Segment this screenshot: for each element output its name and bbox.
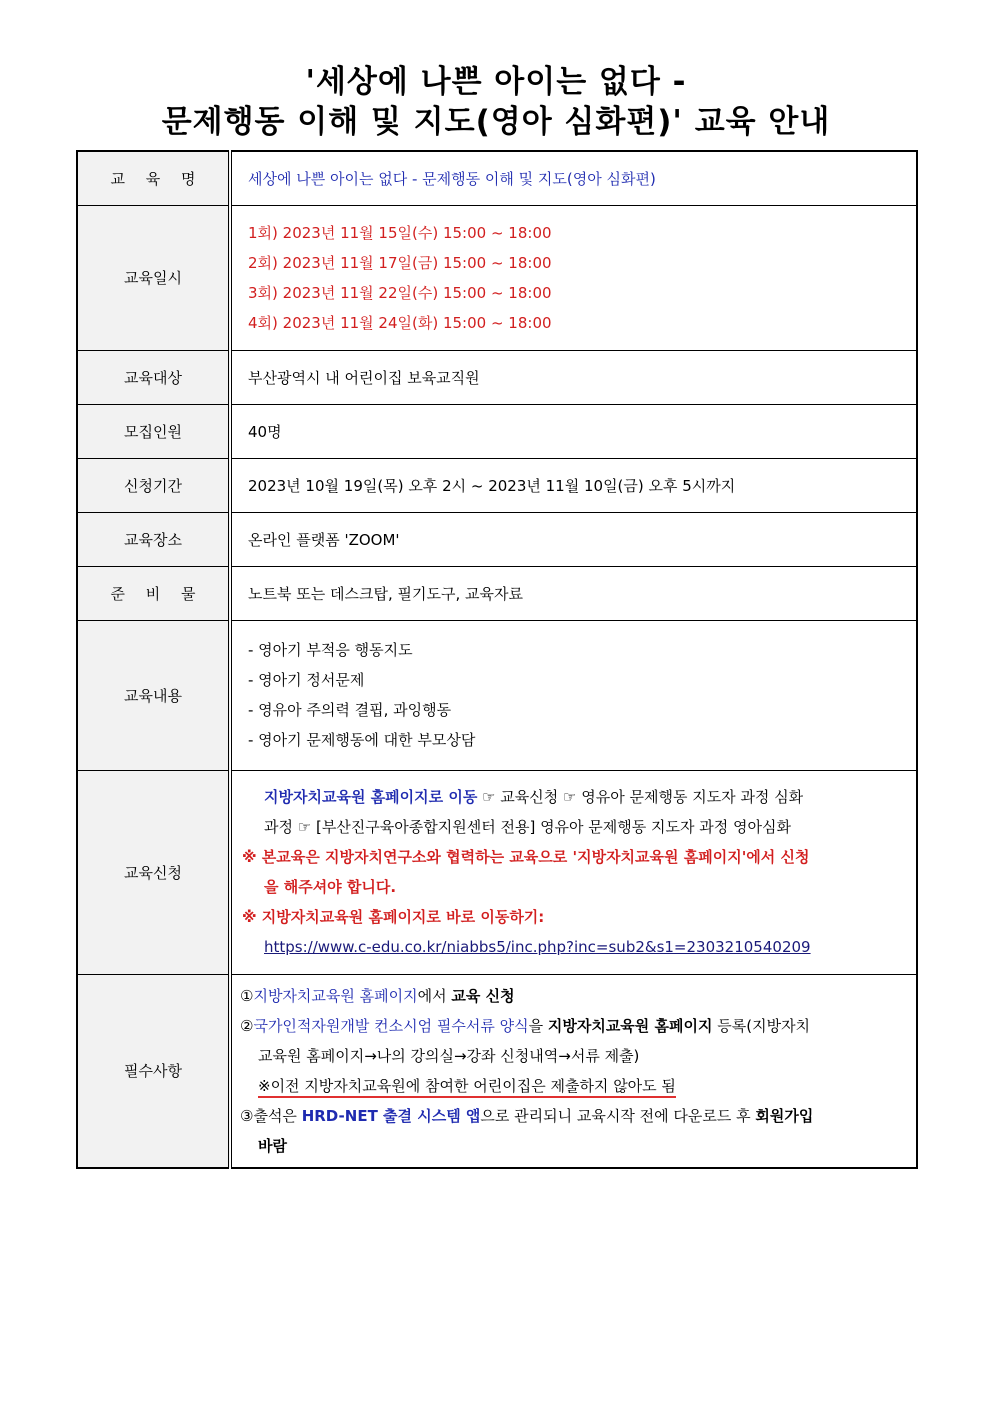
label-name: 교 육 명 xyxy=(77,151,230,205)
apply-nav-line xyxy=(242,782,906,812)
required-text: 국가인적자원개발 컨소시엄 필수서류 양식 xyxy=(253,1016,529,1035)
date-item: 2회) 2023년 11월 17일(금) 15:00 ~ 18:00 xyxy=(248,253,552,272)
label-prep: 준 비 물 xyxy=(77,566,230,620)
content-item: - 영아기 정서문제 xyxy=(248,671,365,689)
label-dates: 교육일시 xyxy=(77,205,230,350)
info-table xyxy=(76,150,918,1169)
content-item: - 영유아 주의력 결핍, 과잉행동 xyxy=(248,701,452,719)
content-item: - 영아기 부적응 행동지도 xyxy=(248,641,413,659)
required-item-1 xyxy=(240,981,906,1011)
label-required: 필수사항 xyxy=(77,974,230,1168)
item-number: ① xyxy=(240,986,254,1005)
row-content xyxy=(77,620,917,770)
required-text: 으로 관리되니 교육시작 전에 다운로드 후 xyxy=(480,1106,756,1125)
label-place: 교육장소 xyxy=(77,512,230,566)
apply-notice-2: ※ 지방자치교육원 홈페이지로 바로 이동하기: xyxy=(242,908,545,926)
apply-url-line xyxy=(242,932,906,962)
value-target: 부산광역시 내 어린이집 보육교직원 xyxy=(230,350,917,404)
required-item-2-note-line xyxy=(240,1071,906,1101)
value-capacity: 40명 xyxy=(230,404,917,458)
required-text: 지방자치교육원 홈페이지 xyxy=(547,1016,713,1035)
required-text: 지방자치교육원 홈페이지 xyxy=(253,986,418,1005)
date-item: 3회) 2023년 11월 22일(수) 15:00 ~ 18:00 xyxy=(248,283,552,302)
row-period xyxy=(77,458,917,512)
homepage-url-link[interactable]: https://www.c-edu.co.kr/niabbs5/inc.php?inc=sub2&s1=2303210540209 xyxy=(264,938,811,956)
required-text: 에서 xyxy=(417,986,452,1005)
row-required xyxy=(77,974,917,1168)
item-number: ② xyxy=(240,1016,254,1035)
value-apply xyxy=(230,770,917,974)
required-text: 회원가입 xyxy=(755,1106,814,1125)
value-place: 온라인 플랫폼 'ZOOM' xyxy=(230,512,917,566)
row-place xyxy=(77,512,917,566)
row-target xyxy=(77,350,917,404)
item-number: ③ xyxy=(240,1106,254,1125)
required-text: HRD-NET 출결 시스템 앱 xyxy=(301,1106,481,1125)
row-prep xyxy=(77,566,917,620)
required-text: 출석은 xyxy=(253,1106,302,1125)
required-item-3-cont: 바람 xyxy=(258,1136,287,1155)
row-name xyxy=(77,151,917,205)
label-content: 교육내용 xyxy=(77,620,230,770)
label-target: 교육대상 xyxy=(77,350,230,404)
required-text: 교육 신청 xyxy=(451,986,515,1005)
required-item-2 xyxy=(240,1011,906,1041)
title-line-1: '세상에 나쁜 아이는 없다 - xyxy=(305,64,687,100)
row-apply xyxy=(77,770,917,974)
required-item-2-cont: 교육원 홈페이지→나의 강의실→강좌 신청내역→서류 제출) xyxy=(258,1046,640,1065)
required-note: ※이전 지방자치교육원에 참여한 어린이집은 제출하지 않아도 됨 xyxy=(258,1077,676,1098)
apply-notice-1-cont: 을 해주셔야 합니다. xyxy=(264,878,397,896)
page-title xyxy=(0,62,992,142)
value-period: 2023년 10월 19일(목) 오후 2시 ~ 2023년 11월 10일(금) 오후 5시까지 xyxy=(230,458,917,512)
required-text: 등록(지방자치 xyxy=(712,1016,811,1035)
label-capacity: 모집인원 xyxy=(77,404,230,458)
value-prep: 노트북 또는 데스크탑, 필기도구, 교육자료 xyxy=(230,566,917,620)
apply-nav-steps-cont: 과정 ☞ [부산진구육아종합지원센터 전용] 영유아 문제행동 지도자 과정 영아심화 xyxy=(264,818,791,836)
date-item: 1회) 2023년 11월 15일(수) 15:00 ~ 18:00 xyxy=(248,223,552,242)
row-capacity xyxy=(77,404,917,458)
label-period: 신청기간 xyxy=(77,458,230,512)
apply-notice-1: ※ 본교육은 지방자치연구소와 협력하는 교육으로 '지방자치교육원 홈페이지'에서 신청 xyxy=(242,848,810,866)
content-item: - 영아기 문제행동에 대한 부모상담 xyxy=(248,731,476,749)
required-item-3 xyxy=(240,1101,906,1131)
value-required xyxy=(230,974,917,1168)
homepage-nav-link[interactable]: 지방자치교육원 홈페이지로 이동 xyxy=(264,788,478,806)
title-line-2: 문제행동 이해 및 지도(영아 심화편)' 교육 안내 xyxy=(161,104,831,140)
apply-nav-steps: ☞ 교육신청 ☞ 영유아 문제행동 지도자 과정 심화 xyxy=(477,788,804,806)
value-dates xyxy=(230,205,917,350)
date-item: 4회) 2023년 11월 24일(화) 15:00 ~ 18:00 xyxy=(248,313,552,332)
required-text: 을 xyxy=(528,1016,548,1035)
value-content xyxy=(230,620,917,770)
label-apply: 교육신청 xyxy=(77,770,230,974)
row-dates xyxy=(77,205,917,350)
value-name: 세상에 나쁜 아이는 없다 - 문제행동 이해 및 지도(영아 심화편) xyxy=(230,151,917,205)
